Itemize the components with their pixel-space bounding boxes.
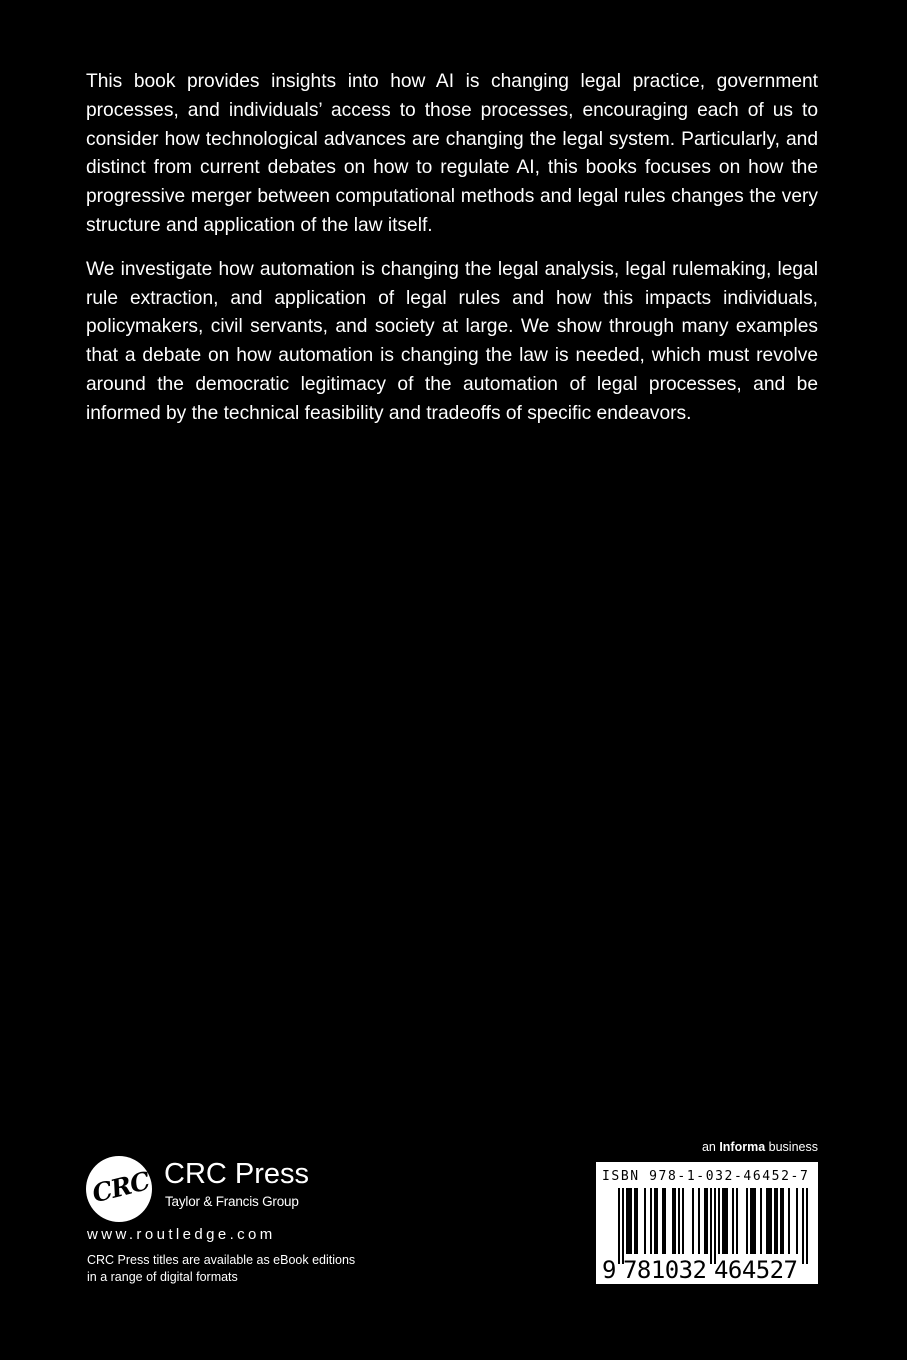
barcode-bar (672, 1188, 674, 1254)
barcode-left-digits: 781032 (623, 1256, 707, 1284)
crc-logo-icon (86, 1156, 152, 1222)
barcode-bar (656, 1188, 658, 1254)
barcode-bar (726, 1188, 728, 1254)
barcode-bar (718, 1188, 720, 1254)
barcode-bar (636, 1188, 638, 1254)
barcode-bar (664, 1188, 666, 1254)
ebook-note-line-2: in a range of digital formats (87, 1270, 238, 1284)
barcode-bar (736, 1188, 738, 1254)
barcode-bar (770, 1188, 772, 1254)
barcode-bar (692, 1188, 694, 1254)
barcode-bar (782, 1188, 784, 1254)
barcode-bar (732, 1188, 734, 1254)
barcode-bar (698, 1188, 700, 1254)
barcode-bar (746, 1188, 748, 1254)
barcode-bar (774, 1188, 776, 1254)
barcode-right-digits: 464527 (714, 1256, 798, 1284)
barcode-bar (628, 1188, 630, 1254)
barcode-bar (654, 1188, 656, 1254)
barcode-bar (776, 1188, 778, 1254)
barcode-bar (766, 1188, 768, 1254)
barcode-bar (768, 1188, 770, 1254)
barcode-bar (710, 1188, 712, 1264)
informa-brand: Informa (719, 1140, 766, 1154)
informa-tagline (702, 1140, 818, 1154)
barcode-first-digit: 9 (602, 1256, 617, 1284)
barcode-bar (796, 1188, 798, 1254)
barcode-bar (706, 1188, 708, 1254)
barcode-bar (622, 1188, 624, 1264)
ebook-note-line-1: CRC Press titles are available as eBook editions (87, 1253, 356, 1267)
barcode-bar (780, 1188, 782, 1254)
informa-prefix: an (701, 1140, 716, 1154)
barcode-bar (650, 1188, 652, 1254)
publisher-website: www.routledge.com (87, 1226, 276, 1243)
barcode-bar (754, 1188, 756, 1254)
barcode-bar (662, 1188, 664, 1254)
blurb-paragraph-2: We investigate how automation is changing the legal analysis, legal rulemaking, legal rule extraction, and application of legal rules and how this impacts individuals, policymakers, civil servants, and society at large. We show through many examples that a debate on how automation is changing the law is needed, which must revolve around the democratic legitimacy of the automation of legal processes, and be informed by the technical feasibility and tradeoffs of specific endeavors. (86, 258, 818, 424)
ebook-note (87, 1252, 367, 1286)
barcode-bar (802, 1188, 804, 1264)
barcode-bar (714, 1188, 716, 1264)
back-cover-blurb (86, 68, 818, 444)
barcode-bar (722, 1188, 724, 1254)
barcode-bar (678, 1188, 680, 1254)
barcode-graphic (596, 1162, 818, 1284)
isbn-barcode (596, 1162, 818, 1284)
barcode-bar (630, 1188, 632, 1254)
barcode-bar (760, 1188, 762, 1254)
barcode-bar (704, 1188, 706, 1254)
barcode-bar (634, 1188, 636, 1254)
publisher-name: CRC Press (164, 1158, 310, 1190)
barcode-bar (750, 1188, 752, 1254)
barcode-bar (806, 1188, 808, 1264)
barcode-bar (618, 1188, 620, 1264)
barcode-bar (682, 1188, 684, 1254)
barcode-bar (626, 1188, 628, 1254)
blurb-paragraph-1: This book provides insights into how AI is changing legal practice, government processes, and individuals’ access to those processes, encouraging each of us to consider how technological advances are changing the legal system. Particularly, and distinct from current debates on how to regulate AI, this books focuses on how the progressive merger between computational methods and legal rules changes the very structure and application of the law itself. (86, 71, 818, 236)
barcode-bar (674, 1188, 676, 1254)
barcode-bars (618, 1188, 808, 1264)
publisher-group: Taylor & Francis Group (165, 1194, 299, 1209)
barcode-bar (788, 1188, 790, 1254)
barcode-bar (724, 1188, 726, 1254)
barcode-bar (644, 1188, 646, 1254)
isbn-label: ISBN 978-1-032-46452-7 (602, 1169, 810, 1184)
informa-suffix: business (768, 1140, 818, 1154)
barcode-bar (752, 1188, 754, 1254)
crc-logo-text: CRC (89, 1166, 153, 1209)
